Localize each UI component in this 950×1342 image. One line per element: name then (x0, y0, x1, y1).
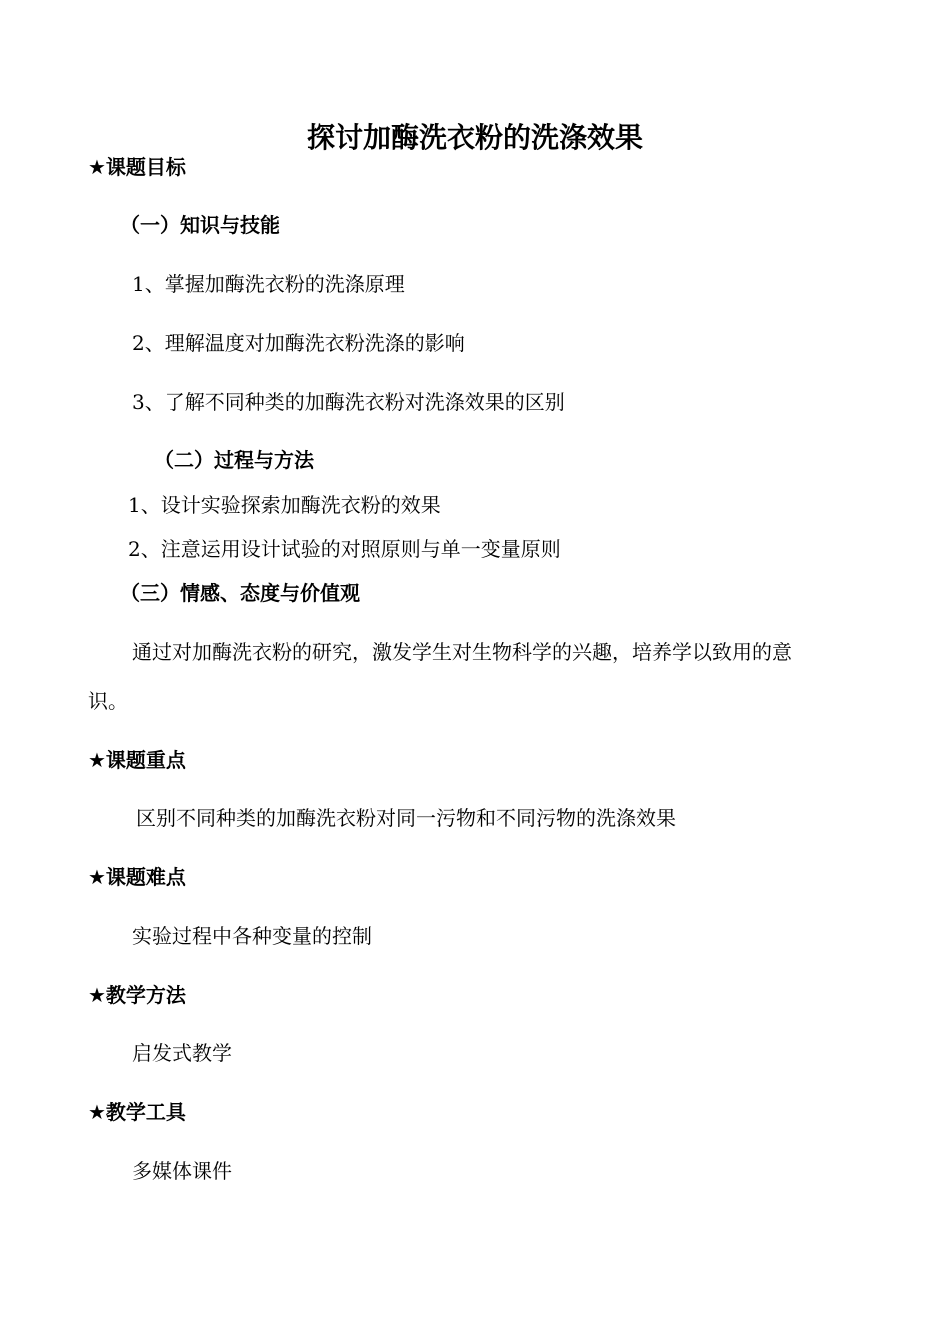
process-item-2: 2、注意运用设计试验的对照原则与单一变量原则 (128, 537, 561, 561)
process-item-1: 1、设计实验探索加酶洗衣粉的效果 (128, 493, 441, 517)
knowledge-heading: （一）知识与技能 (120, 213, 280, 237)
knowledge-item-1: 1、掌握加酶洗衣粉的洗涤原理 (132, 272, 405, 296)
emotion-text-line-1: 通过对加酶洗衣粉的研究，激发学生对生物科学的兴趣，培养学以致用的意 (132, 640, 792, 664)
knowledge-item-2: 2、理解温度对加酶洗衣粉洗涤的影响 (132, 331, 465, 355)
difficulty-heading: ★课题难点 (88, 865, 186, 889)
method-heading: ★教学方法 (88, 983, 186, 1007)
method-text: 启发式教学 (132, 1041, 232, 1065)
difficulty-text: 实验过程中各种变量的控制 (132, 924, 372, 948)
objectives-heading: ★课题目标 (88, 155, 186, 179)
knowledge-item-3: 3、了解不同种类的加酶洗衣粉对洗涤效果的区别 (132, 390, 565, 414)
document-title: 探讨加酶洗衣粉的洗涤效果 (306, 121, 643, 154)
key-point-text: 区别不同种类的加酶洗衣粉对同一污物和不同污物的洗涤效果 (136, 806, 676, 830)
tools-heading: ★教学工具 (88, 1100, 186, 1124)
emotion-heading: （三）情感、态度与价值观 (120, 581, 360, 605)
process-heading: （二）过程与方法 (154, 448, 314, 472)
key-point-heading: ★课题重点 (88, 748, 186, 772)
tools-text: 多媒体课件 (132, 1159, 232, 1183)
emotion-text-line-2: 识。 (88, 689, 128, 713)
